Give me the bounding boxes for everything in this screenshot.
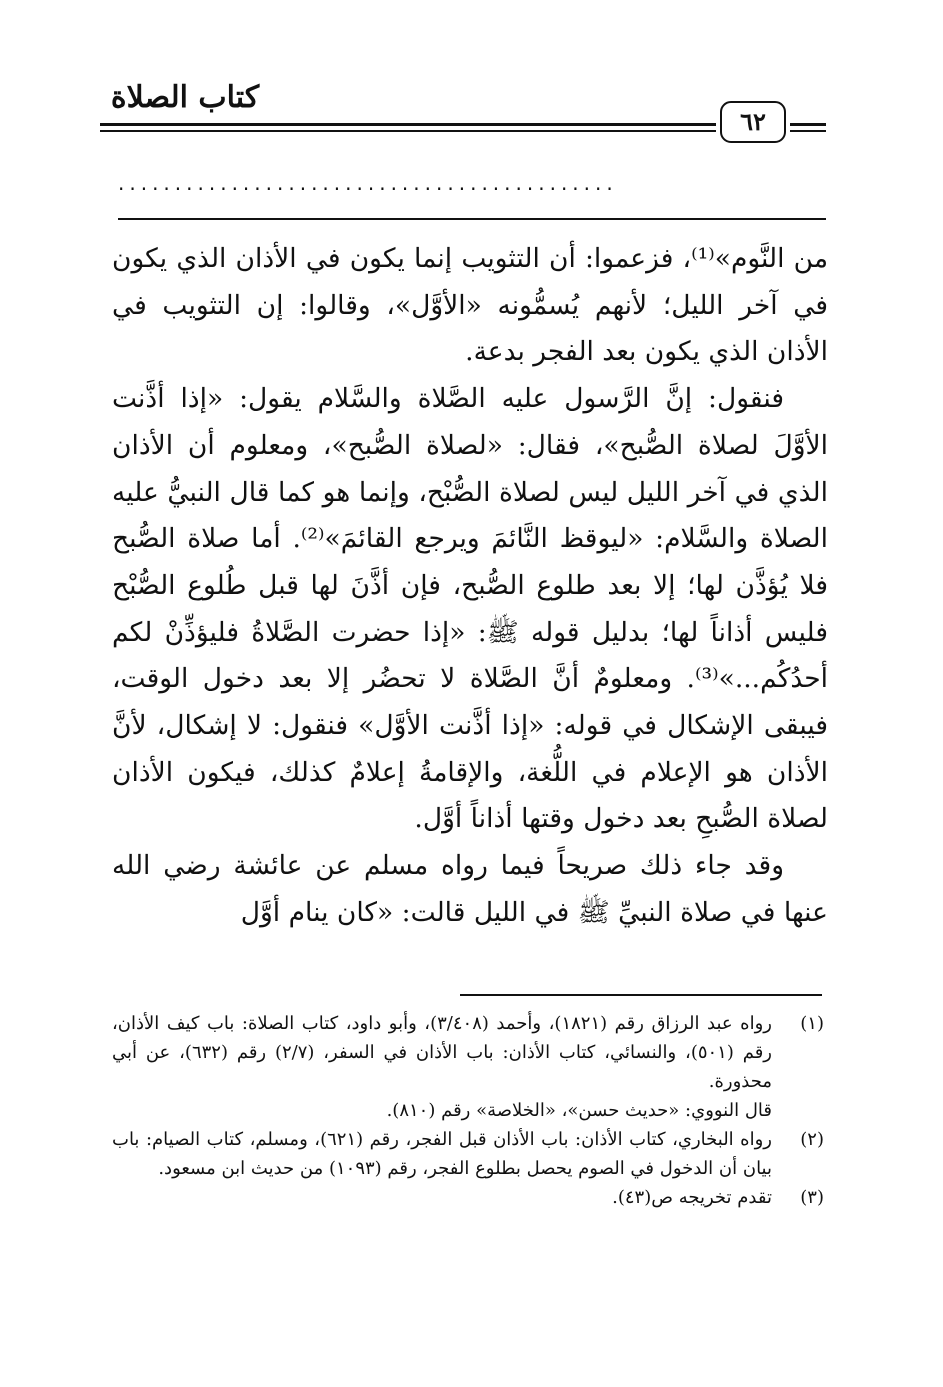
- paragraph-3: وقد جاء ذلك صريحاً فيما رواه مسلم عن عائشة رضي الله عنها في صلاة النبيِّ ﷺ في الليل قالت: «كان ينام أوَّل: [112, 850, 828, 928]
- footnote-1-extra: قال النووي: «حديث حسن»، «الخلاصة» رقم (٨١٠).: [386, 1100, 772, 1121]
- dotted-separator: ............................................: [118, 171, 618, 195]
- paragraph-2: فنقول: إنَّ الرَّسول عليه الصَّلاة والسَّلام يقول: «إذا أذَّنت الأوَّلَ لصلاة الصُّبح»، فقال: «لصلاة الصُّبح»، ومعلوم أن الأذان الذي في آخر الليل ليس لصلاة الصُّبْح، وإنما هو كما قال النبيُّ عليه الصلاة والسَّلام: «ليوقظ النَّائمَ ويرجع القائمَ»⁽²⁾. أما صلاة الصُّبح فلا يُؤذَّن لها؛ إلا بعد طلوع الصُّبح، فإن أذَّنَ لها قبل طُلوع الصُّبْح فليس أذاناً لها؛ بدليل قوله ﷺ: «إذا حضرت الصَّلاةُ فليؤذِّنْ لكم أحدُكُم...»⁽³⁾. ومعلومٌ أنَّ الصَّلاة لا تحضُر إلا بعد دخول الوقت، فيبقى الإشكال في قوله: «إذا أذَّنت الأوَّل» فنقول: لا إشكال، لأنَّ الأذان هو الإعلام في اللُّغة، والإقامةُ إعلامٌ كذلك، فيكون الأذان لصلاة الصُّبحِ بعد دخول وقتها أذاناً أوَّل.: [112, 383, 828, 835]
- paragraph-1: من النَّوم»⁽¹⁾، فزعموا: أن التثويب إنما يكون في الأذان الذي يكون في آخر الليل؛ لأنهم يُسمُّونه «الأوَّل»، وقالوا: إن التثويب في الأذان الذي يكون بعد الفجر بدعة.: [112, 243, 828, 368]
- footnotes: [112, 1009, 824, 1279]
- footnote-text: رواه عبد الرزاق رقم (١٨٢١)، وأحمد (٣/٤٠٨)، وأبو داود، كتاب الصلاة: باب كيف الأذان، رقم (٥٠١)، والنسائي، كتاب الأذان: باب الأذان في السفر، (٢/٧) رقم (٦٣٢)، عن أبي محذورة.: [112, 1013, 772, 1092]
- footnote-1: [112, 1009, 824, 1096]
- footnote-text: تقدم تخريجه ص(٤٣).: [612, 1187, 772, 1208]
- book-title: كتاب الصلاة: [110, 80, 260, 115]
- footnote-number: (١): [800, 1013, 824, 1034]
- main-text: [112, 236, 828, 984]
- footnote-number: (٣): [800, 1187, 824, 1208]
- header-rule-right-bottom: [790, 130, 826, 132]
- header-rule-left-bottom: [100, 130, 716, 132]
- footnote-text: رواه البخاري، كتاب الأذان: باب الأذان قبل الفجر، رقم (٦٢١)، ومسلم، كتاب الصيام: باب بيان أن الدخول في الصوم يحصل بطلوع الفجر، رقم (١٠٩٣) من حديث ابن مسعود.: [112, 1129, 773, 1179]
- header-rule-right-top: [790, 123, 826, 126]
- footnote-2: [112, 1125, 824, 1183]
- page-number: ٦٢: [720, 101, 786, 143]
- header-rule-left-top: [100, 123, 716, 126]
- header-separator-line: [118, 218, 826, 220]
- footnote-number: (٢): [800, 1129, 824, 1150]
- footnote-3: [112, 1183, 824, 1212]
- footnote-rule: [460, 994, 822, 996]
